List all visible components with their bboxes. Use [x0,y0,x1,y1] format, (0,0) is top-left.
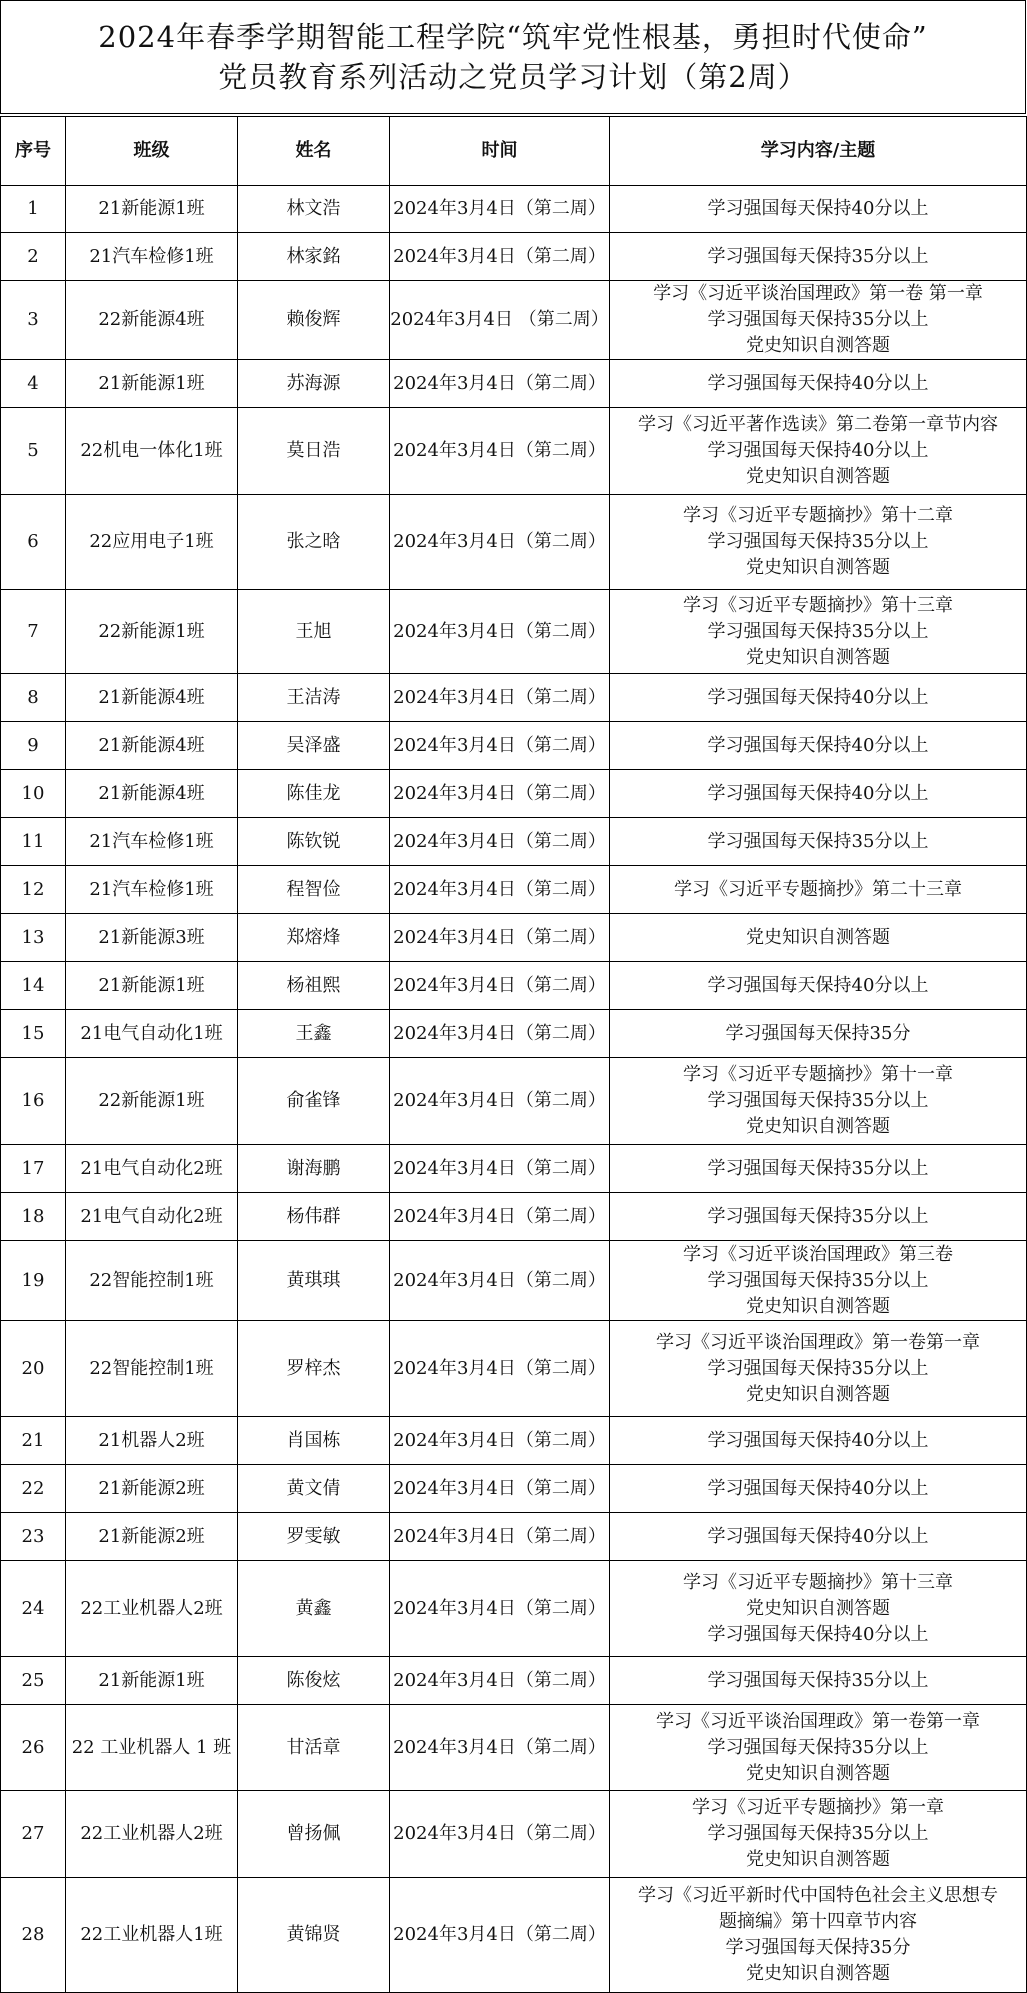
cell-content [610,818,1027,866]
content-line: 学习强国每天保持35分以上 [707,620,929,642]
table-row [1,1791,1027,1878]
table-row [1,1465,1027,1513]
cell-content [610,1513,1027,1561]
header-time: 时间 [390,117,610,186]
cell-class: 21新能源1班 [66,962,238,1010]
cell-name: 陈俊炫 [238,1657,390,1705]
content-line: 学习强国每天保持40分以上 [707,372,929,394]
cell-time: 2024年3月4日（第二周） [390,1878,610,1993]
content-line: 学习《习近平专题摘抄》第二十三章 [674,878,962,900]
cell-content [610,1417,1027,1465]
content-line: 学习《习近平专题摘抄》第十三章 [683,1571,953,1593]
cell-content [610,281,1027,360]
title-block [0,0,1026,114]
title-line-2: 党员教育系列活动之党员学习计划（第2周） [218,60,808,94]
cell-class: 22工业机器人2班 [66,1561,238,1657]
header-name: 姓名 [238,117,390,186]
cell-time: 2024年3月4日（第二周） [390,1145,610,1193]
content-line: 学习强国每天保持40分以上 [707,1429,929,1451]
cell-time: 2024年3月4日（第二周） [390,360,610,408]
cell-no: 15 [1,1010,66,1058]
cell-no: 17 [1,1145,66,1193]
header-content: 学习内容/主题 [610,117,1027,186]
content-line: 学习《习近平著作选读》第二卷第一章节内容 [638,414,998,435]
content-line: 学习强国每天保持35分以上 [707,531,929,552]
content-line: 学习强国每天保持35分以上 [707,1205,929,1227]
cell-no: 22 [1,1465,66,1513]
cell-class: 21汽车检修1班 [66,866,238,914]
cell-class: 21电气自动化2班 [66,1145,238,1193]
cell-content [610,962,1027,1010]
content-line: 学习强国每天保持40分以上 [707,198,929,219]
content-line: 党史知识自测答题 [746,1762,890,1784]
content-line: 党史知识自测答题 [746,1963,890,1984]
cell-time: 2024年3月4日（第二周） [390,962,610,1010]
cell-no: 12 [1,866,66,914]
cell-no: 7 [1,590,66,674]
cell-name: 吴泽盛 [238,722,390,770]
cell-class: 22新能源1班 [66,590,238,674]
cell-name: 苏海源 [238,360,390,408]
cell-content [610,233,1027,281]
cell-name: 俞雀锋 [238,1058,390,1145]
cell-time: 2024年3月4日（第二周） [390,1417,610,1465]
cell-no: 13 [1,914,66,962]
cell-no: 6 [1,495,66,590]
cell-class: 22 工业机器人 1 班 [66,1705,238,1791]
content-line: 学习强国每天保持35分 [725,1022,911,1044]
cell-no: 5 [1,408,66,495]
cell-time: 2024年3月4日（第二周） [390,495,610,590]
cell-no: 2 [1,233,66,281]
cell-class: 21新能源2班 [66,1513,238,1561]
cell-no: 3 [1,281,66,360]
cell-name: 张之晗 [238,495,390,590]
cell-content [610,186,1027,233]
content-line: 学习强国每天保持35分以上 [707,1357,929,1379]
table-row [1,1561,1027,1657]
cell-no: 23 [1,1513,66,1561]
content-line: 党史知识自测答题 [746,1597,890,1619]
cell-no: 1 [1,186,66,233]
cell-time: 2024年3月4日（第二周） [390,1241,610,1321]
content-line: 学习强国每天保持35分以上 [707,1157,929,1179]
cell-content [610,495,1027,590]
cell-name: 王旭 [238,590,390,674]
table-row [1,1513,1027,1561]
cell-content [610,590,1027,674]
cell-time: 2024年3月4日（第二周） [390,674,610,722]
cell-name: 王鑫 [238,1010,390,1058]
cell-no: 8 [1,674,66,722]
content-line: 学习强国每天保持35分以上 [707,1823,929,1844]
table-row [1,281,1027,360]
content-line: 党史知识自测答题 [746,1295,890,1317]
cell-name: 罗雯敏 [238,1513,390,1561]
cell-class: 22智能控制1班 [66,1321,238,1417]
content-line: 学习《习近平专题摘抄》第十二章 [683,505,953,526]
cell-content [610,1465,1027,1513]
table-row [1,674,1027,722]
cell-name: 陈佳龙 [238,770,390,818]
cell-name: 郑熔烽 [238,914,390,962]
cell-no: 18 [1,1193,66,1241]
cell-class: 22工业机器人1班 [66,1878,238,1993]
table-row [1,1010,1027,1058]
cell-name: 林家銘 [238,233,390,281]
cell-content [610,1705,1027,1791]
cell-class: 21汽车检修1班 [66,233,238,281]
table-row [1,722,1027,770]
cell-time: 2024年3月4日 （第二周） [390,281,610,360]
content-line: 学习强国每天保持40分以上 [707,1623,929,1645]
cell-class: 22工业机器人2班 [66,1791,238,1878]
cell-time: 2024年3月4日（第二周） [390,1321,610,1417]
table-row [1,590,1027,674]
cell-no: 9 [1,722,66,770]
cell-class: 21机器人2班 [66,1417,238,1465]
cell-time: 2024年3月4日（第二周） [390,1513,610,1561]
cell-no: 4 [1,360,66,408]
cell-no: 19 [1,1241,66,1321]
cell-no: 25 [1,1657,66,1705]
cell-no: 14 [1,962,66,1010]
table-row [1,866,1027,914]
cell-time: 2024年3月4日（第二周） [390,1465,610,1513]
cell-content [610,1791,1027,1878]
cell-class: 21电气自动化2班 [66,1193,238,1241]
cell-name: 程智俭 [238,866,390,914]
cell-content [610,674,1027,722]
content-line: 学习强国每天保持40分以上 [707,782,929,804]
cell-no: 21 [1,1417,66,1465]
content-line: 学习《习近平专题摘抄》第一章 [692,1797,944,1818]
content-line: 党史知识自测答题 [746,335,890,356]
cell-name: 黄琪琪 [238,1241,390,1321]
cell-name: 赖俊辉 [238,281,390,360]
table-row [1,360,1027,408]
cell-no: 16 [1,1058,66,1145]
header-class: 班级 [66,117,238,186]
table-row [1,818,1027,866]
cell-name: 黄锦贤 [238,1878,390,1993]
cell-class: 21电气自动化1班 [66,1010,238,1058]
cell-time: 2024年3月4日（第二周） [390,722,610,770]
cell-no: 28 [1,1878,66,1993]
content-line: 学习《习近平谈治国理政》第三卷 [683,1243,953,1265]
cell-name: 陈钦锐 [238,818,390,866]
cell-name: 谢海鹏 [238,1145,390,1193]
table-row [1,1417,1027,1465]
cell-name: 曾扬佩 [238,1791,390,1878]
cell-content [610,866,1027,914]
table-row [1,233,1027,281]
cell-time: 2024年3月4日（第二周） [390,233,610,281]
content-line: 学习强国每天保持35分以上 [707,1269,929,1291]
content-line: 学习强国每天保持35分以上 [707,1736,929,1758]
table-row [1,186,1027,233]
cell-time: 2024年3月4日（第二周） [390,1791,610,1878]
cell-name: 黄鑫 [238,1561,390,1657]
cell-content [610,1561,1027,1657]
cell-name: 杨伟群 [238,1193,390,1241]
table-row [1,495,1027,590]
cell-name: 林文浩 [238,186,390,233]
table-row [1,1657,1027,1705]
cell-time: 2024年3月4日（第二周） [390,818,610,866]
cell-class: 21汽车检修1班 [66,818,238,866]
content-line: 学习强国每天保持35分以上 [707,830,929,852]
cell-content [610,914,1027,962]
cell-no: 27 [1,1791,66,1878]
table-row [1,770,1027,818]
cell-content [610,770,1027,818]
header-no: 序号 [1,117,66,186]
content-line: 学习强国每天保持35分以上 [707,1090,929,1111]
cell-name: 杨祖熙 [238,962,390,1010]
content-line: 学习《习近平专题摘抄》第十三章 [683,594,953,616]
content-line: 学习强国每天保持40分以上 [707,686,929,708]
cell-time: 2024年3月4日（第二周） [390,866,610,914]
cell-no: 10 [1,770,66,818]
cell-time: 2024年3月4日（第二周） [390,590,610,674]
content-line: 题摘编》第十四章节内容 [719,1911,917,1932]
cell-class: 21新能源4班 [66,722,238,770]
content-line: 党史知识自测答题 [746,557,890,578]
cell-class: 22新能源4班 [66,281,238,360]
content-line: 党史知识自测答题 [746,466,890,487]
cell-content [610,1145,1027,1193]
cell-class: 22机电一体化1班 [66,408,238,495]
table-row [1,962,1027,1010]
content-line: 学习强国每天保持40分以上 [707,440,929,461]
cell-time: 2024年3月4日（第二周） [390,770,610,818]
cell-no: 11 [1,818,66,866]
content-line: 党史知识自测答题 [746,1383,890,1405]
content-line: 党史知识自测答题 [746,646,890,668]
cell-time: 2024年3月4日（第二周） [390,1193,610,1241]
cell-name: 肖国栋 [238,1417,390,1465]
cell-no: 24 [1,1561,66,1657]
content-line: 学习强国每天保持40分以上 [707,974,929,996]
cell-time: 2024年3月4日（第二周） [390,186,610,233]
cell-time: 2024年3月4日（第二周） [390,1010,610,1058]
cell-content [610,360,1027,408]
table-row [1,1878,1027,1993]
content-line: 党史知识自测答题 [746,926,890,948]
cell-time: 2024年3月4日（第二周） [390,1561,610,1657]
content-line: 学习《习近平新时代中国特色社会主义思想专 [638,1885,998,1906]
content-line: 学习强国每天保持35分 [725,1937,911,1958]
table-row [1,1145,1027,1193]
cell-class: 21新能源4班 [66,674,238,722]
cell-time: 2024年3月4日（第二周） [390,914,610,962]
table-row [1,1705,1027,1791]
cell-class: 21新能源3班 [66,914,238,962]
table-row [1,1058,1027,1145]
cell-content [610,1241,1027,1321]
table-header-row [1,117,1027,186]
content-line: 党史知识自测答题 [746,1116,890,1137]
table-body [1,186,1027,1993]
content-line: 学习《习近平谈治国理政》第一卷 第一章 [653,283,983,304]
cell-content [610,1321,1027,1417]
table-row [1,1241,1027,1321]
content-line: 学习强国每天保持35分以上 [707,309,929,330]
content-line: 学习《习近平谈治国理政》第一卷第一章 [656,1331,980,1353]
content-line: 党史知识自测答题 [746,1849,890,1870]
cell-content [610,1878,1027,1993]
cell-name: 王洁涛 [238,674,390,722]
table-row [1,1321,1027,1417]
cell-content [610,1657,1027,1705]
content-line: 学习《习近平专题摘抄》第十一章 [683,1064,953,1085]
cell-name: 莫日浩 [238,408,390,495]
cell-class: 21新能源2班 [66,1465,238,1513]
cell-content [610,1010,1027,1058]
content-line: 学习强国每天保持40分以上 [707,1525,929,1547]
cell-name: 黄文倩 [238,1465,390,1513]
content-line: 学习强国每天保持35分以上 [707,245,929,267]
study-plan-table [0,116,1027,1993]
table-row [1,1193,1027,1241]
cell-class: 21新能源1班 [66,186,238,233]
content-line: 学习《习近平谈治国理政》第一卷第一章 [656,1710,980,1732]
cell-content [610,408,1027,495]
table-row [1,914,1027,962]
content-line: 学习强国每天保持40分以上 [707,1477,929,1499]
cell-no: 26 [1,1705,66,1791]
cell-content [610,1058,1027,1145]
cell-content [610,722,1027,770]
cell-no: 20 [1,1321,66,1417]
cell-class: 21新能源4班 [66,770,238,818]
content-line: 学习强国每天保持40分以上 [707,734,929,756]
cell-class: 21新能源1班 [66,1657,238,1705]
cell-name: 甘活章 [238,1705,390,1791]
cell-class: 21新能源1班 [66,360,238,408]
cell-time: 2024年3月4日（第二周） [390,1705,610,1791]
cell-class: 22应用电子1班 [66,495,238,590]
cell-time: 2024年3月4日（第二周） [390,1058,610,1145]
cell-class: 22新能源1班 [66,1058,238,1145]
content-line: 学习强国每天保持35分以上 [707,1669,929,1691]
table-row [1,408,1027,495]
cell-time: 2024年3月4日（第二周） [390,1657,610,1705]
cell-time: 2024年3月4日（第二周） [390,408,610,495]
title-line-1: 2024年春季学期智能工程学院“筑牢党性根基，勇担时代使命” [98,20,928,54]
cell-name: 罗梓杰 [238,1321,390,1417]
cell-class: 22智能控制1班 [66,1241,238,1321]
cell-content [610,1193,1027,1241]
